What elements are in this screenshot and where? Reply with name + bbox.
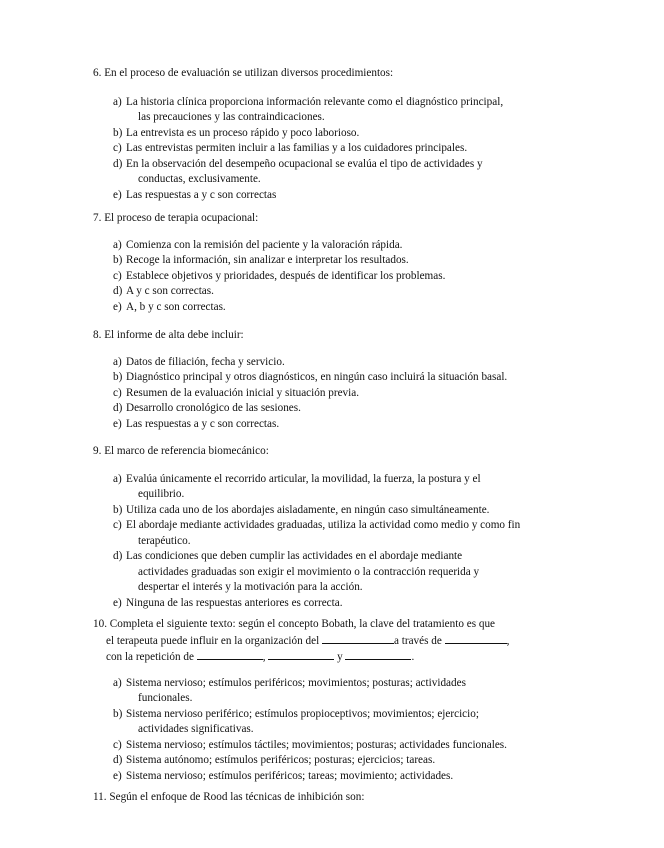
option-a	[113, 238, 576, 254]
option-letter: b)	[113, 254, 123, 266]
option-letter: b)	[113, 371, 123, 383]
option-text: Evalúa únicamente el recorrido articular, la movilidad, la fuerza, la postura y el	[126, 472, 481, 485]
option-b	[113, 503, 576, 519]
fill-blank[interactable]	[197, 649, 263, 660]
fill-blank[interactable]	[345, 649, 411, 660]
options-list	[0, 676, 664, 785]
question-7	[0, 211, 664, 315]
options-list	[0, 355, 664, 433]
question-text: Según el enfoque de Rood las técnicas de inhibición son:	[109, 791, 365, 803]
option-a	[113, 676, 576, 707]
option-letter: c)	[113, 386, 122, 399]
option-letter: d)	[113, 550, 123, 562]
question-9	[0, 444, 664, 611]
question-number: 6.	[93, 67, 102, 79]
option-text: Recoge la información, sin analizar e interpretar los resultados.	[126, 254, 409, 266]
option-letter: e)	[113, 417, 122, 430]
option-text: Las condiciones que deben cumplir las actividades en el abordaje mediante	[126, 550, 463, 562]
options-list	[0, 238, 664, 316]
question-6	[0, 66, 664, 203]
option-text: Diagnóstico principal y otros diagnósticos, en ningún caso incluirá la situación basal.	[126, 371, 508, 383]
question-text: con la repetición de	[106, 651, 194, 663]
option-letter: d)	[113, 157, 123, 170]
question-8	[0, 328, 664, 432]
option-d	[113, 284, 576, 300]
option-text: Establece objetivos y prioridades, después de identificar los problemas.	[126, 269, 446, 282]
option-text-cont: conductas, exclusivamente.	[138, 173, 261, 185]
option-letter: a)	[113, 238, 122, 251]
option-d	[113, 549, 576, 596]
option-e	[113, 596, 576, 612]
question-stem	[93, 790, 573, 806]
option-text: A, b y c son correctas.	[126, 300, 226, 313]
question-stem	[93, 328, 573, 344]
option-b	[113, 253, 576, 269]
fill-blank[interactable]	[268, 649, 334, 660]
option-letter: d)	[113, 285, 123, 297]
option-text: A y c son correctas.	[126, 285, 214, 297]
option-text: El abordaje mediante actividades graduadas, utiliza la actividad como medio y como fin	[126, 519, 521, 531]
option-text: Las entrevistas permiten incluir a las familias y a los cuidadores principales.	[126, 142, 468, 154]
option-d	[113, 401, 576, 417]
option-letter: a)	[113, 355, 122, 368]
question-number: 7.	[93, 212, 102, 224]
option-letter: d)	[113, 402, 123, 414]
option-letter: c)	[113, 269, 122, 282]
option-b	[113, 126, 576, 142]
question-text: El informe de alta debe incluir:	[104, 329, 244, 341]
option-e	[113, 188, 576, 204]
option-letter: b)	[113, 503, 123, 516]
options-list	[0, 472, 664, 612]
option-letter: e)	[113, 188, 122, 201]
option-text: Comienza con la remisión del paciente y la valoración rápida.	[126, 238, 403, 251]
question-text: El marco de referencia biomecánico:	[104, 445, 269, 457]
option-letter: d)	[113, 754, 123, 766]
option-letter: a)	[113, 676, 122, 689]
option-text: Sistema nervioso; estímulos periféricos; tareas; movimiento; actividades.	[126, 769, 454, 782]
question-number: 9.	[93, 445, 102, 457]
option-text: En la observación del desempeño ocupacional se evalúa el tipo de actividades y	[126, 157, 483, 170]
question-text: y	[337, 651, 343, 663]
option-b	[113, 370, 576, 386]
option-text: Desarrollo cronológico de las sesiones.	[126, 402, 301, 414]
option-letter: e)	[113, 596, 122, 609]
question-text: ,	[506, 634, 510, 647]
question-text: Completa el siguiente texto: según el concepto Bobath, la clave del tratamiento es que	[109, 618, 496, 630]
options-list	[0, 95, 664, 204]
question-text: ,	[262, 651, 266, 663]
option-d	[113, 157, 576, 188]
option-letter: a)	[113, 95, 122, 108]
option-e	[113, 417, 576, 433]
question-text: En el proceso de evaluación se utilizan diversos procedimientos:	[104, 67, 394, 79]
option-text-cont: las precauciones y las contraindicaciones.	[138, 111, 325, 123]
option-e	[113, 769, 576, 785]
question-stem-line-3	[106, 649, 576, 666]
option-text: Sistema nervioso; estímulos periféricos; movimientos; posturas; actividades	[126, 676, 466, 689]
option-letter: e)	[113, 300, 122, 313]
question-text: a través de	[394, 634, 442, 647]
option-text-cont: actividades graduadas son exigir el movimiento o la contracción requerida y	[138, 565, 480, 578]
option-letter: e)	[113, 769, 122, 782]
option-c	[113, 141, 576, 157]
option-c	[113, 518, 576, 549]
option-letter: b)	[113, 707, 123, 720]
question-text: El proceso de terapia ocupacional:	[104, 212, 259, 224]
option-text: Utiliza cada uno de los abordajes aisladamente, en ningún caso simultáneamente.	[126, 503, 490, 516]
option-text-cont: funcionales.	[138, 692, 193, 704]
option-letter: c)	[113, 519, 122, 531]
question-stem	[93, 617, 568, 633]
option-letter: a)	[113, 472, 122, 485]
question-text: el terapeuta puede influir en la organización del	[106, 634, 320, 647]
question-stem	[93, 211, 573, 227]
question-10	[0, 617, 664, 784]
option-a	[113, 472, 576, 503]
option-text: Las respuestas a y c son correctas.	[126, 417, 280, 430]
option-text-cont: equilibrio.	[138, 488, 185, 500]
option-text: Sistema nervioso; estímulos táctiles; movimientos; posturas; actividades funcionales.	[126, 738, 507, 751]
option-text: Sistema nervioso periférico; estímulos propioceptivos; movimientos; ejercicio;	[126, 707, 479, 720]
option-text: Resumen de la evaluación inicial y situación previa.	[126, 386, 359, 399]
option-text-cont: terapéutico.	[138, 534, 191, 547]
question-number: 11.	[93, 791, 107, 803]
fill-blank[interactable]	[445, 633, 507, 644]
option-c	[113, 269, 576, 285]
option-text: Ninguna de las respuestas anteriores es correcta.	[126, 596, 343, 609]
question-text: .	[411, 651, 415, 663]
option-letter: c)	[113, 142, 122, 154]
option-text: La historia clínica proporciona información relevante como el diagnóstico principal,	[126, 95, 504, 108]
option-letter: c)	[113, 738, 122, 751]
question-stem-line-2	[106, 633, 576, 650]
option-c	[113, 386, 576, 402]
question-number: 8.	[93, 329, 102, 341]
option-text: Sistema autónomo; estímulos periféricos; posturas; ejercicios; tareas.	[126, 754, 436, 766]
question-stem	[93, 444, 573, 460]
question-number: 10.	[93, 618, 107, 630]
option-d	[113, 753, 576, 769]
option-b	[113, 707, 576, 738]
question-stem	[93, 66, 573, 82]
option-text: La entrevista es un proceso rápido y poco laborioso.	[126, 126, 360, 139]
option-text-cont: actividades significativas.	[138, 723, 254, 735]
fill-blank[interactable]	[322, 633, 394, 644]
option-text: Datos de filiación, fecha y servicio.	[126, 355, 285, 368]
option-letter: b)	[113, 126, 123, 139]
question-11	[0, 790, 664, 806]
option-a	[113, 95, 576, 126]
option-c	[113, 738, 576, 754]
option-text-cont: despertar el interés y la motivación para la acción.	[138, 581, 363, 593]
option-a	[113, 355, 576, 371]
option-e	[113, 300, 576, 316]
option-text: Las respuestas a y c son correctas	[126, 188, 277, 201]
